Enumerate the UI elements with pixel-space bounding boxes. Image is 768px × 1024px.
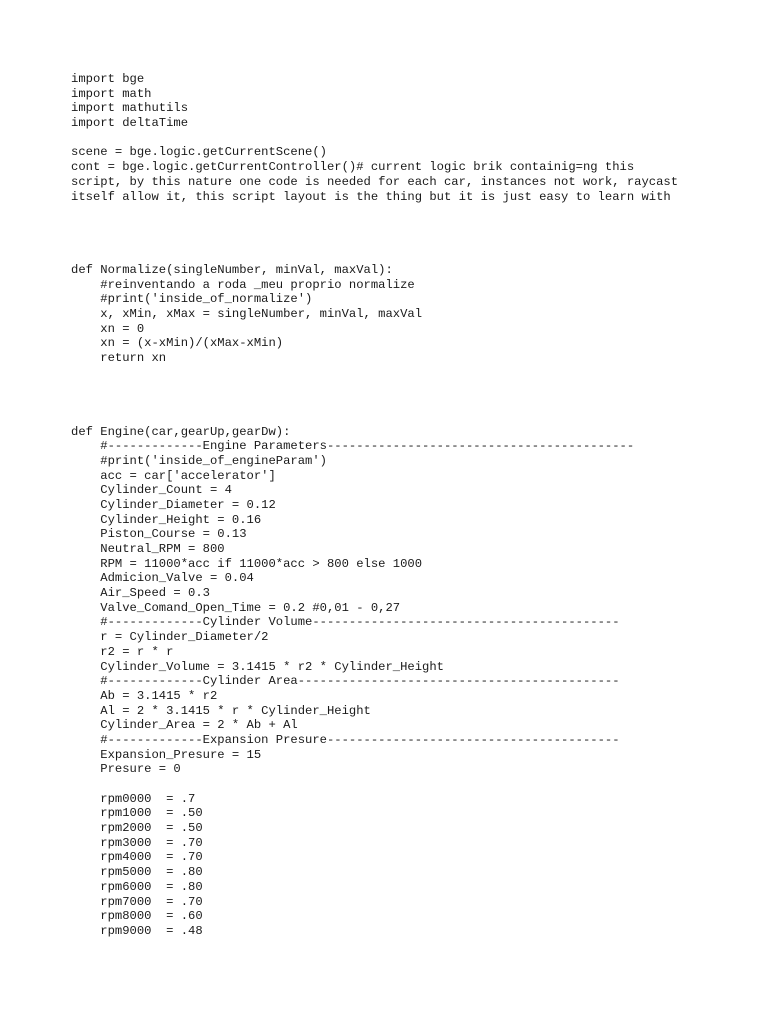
code-line xyxy=(71,380,751,395)
code-line: import math xyxy=(71,86,152,101)
code-line xyxy=(71,248,751,263)
code-line: #print('inside_of_normalize') xyxy=(71,292,313,307)
code-line: rpm6000 = .80 xyxy=(71,879,203,894)
code-line: r = Cylinder_Diameter/2 xyxy=(71,630,269,645)
code-line: Valve_Comand_Open_Time = 0.2 #0,01 - 0,27 xyxy=(71,600,401,615)
code-line xyxy=(71,131,751,146)
code-line xyxy=(71,234,751,249)
code-line: import bge xyxy=(71,72,145,86)
code-line: rpm0000 = .7 xyxy=(71,791,196,806)
code-line: Neutral_RPM = 800 xyxy=(71,542,225,556)
code-line: Cylinder_Area = 2 * Ab + Al xyxy=(71,718,298,733)
code-line: Cylinder_Volume = 3.1415 * r2 * Cylinder_Height xyxy=(71,659,444,674)
code-line: def Engine(car,gearUp,gearDw): xyxy=(71,424,291,439)
code-line: RPM = 11000*acc if 11000*acc > 800 else 1000 xyxy=(71,556,423,571)
code-line: script, by this nature one code is needed for each car, instances not work, raycast xyxy=(71,174,679,189)
code-line: Expansion_Presure = 15 xyxy=(71,747,262,762)
code-line: x, xMin, xMax = singleNumber, minVal, maxVal xyxy=(71,307,423,321)
code-line: return xn xyxy=(71,351,167,366)
code-line: import deltaTime xyxy=(71,116,189,131)
code-line: rpm8000 = .60 xyxy=(71,909,203,924)
code-line: rpm2000 = .50 xyxy=(71,821,203,836)
code-line: rpm4000 = .70 xyxy=(71,850,203,865)
code-line xyxy=(71,366,751,381)
code-line: Admicion_Valve = 0.04 xyxy=(71,571,254,586)
code-line: rpm9000 = .48 xyxy=(71,923,203,938)
code-line: Cylinder_Count = 4 xyxy=(71,483,232,498)
code-line: #-------------Expansion Presure---------------------------------------- xyxy=(71,732,620,747)
code-line: Cylinder_Diameter = 0.12 xyxy=(71,497,276,512)
code-line: xn = 0 xyxy=(71,321,145,336)
code-line: #-------------Engine Parameters------------------------------------------ xyxy=(71,439,635,454)
code-line: cont = bge.logic.getCurrentController()# current logic brik containig=ng this xyxy=(71,160,635,175)
code-line: Cylinder_Height = 0.16 xyxy=(71,512,262,527)
code-line: Ab = 3.1415 * r2 xyxy=(71,688,218,703)
code-line: def Normalize(singleNumber, minVal, maxVal): xyxy=(71,262,393,277)
code-line: Air_Speed = 0.3 xyxy=(71,586,210,601)
code-line: rpm7000 = .70 xyxy=(71,894,203,909)
code-line: #print('inside_of_engineParam') xyxy=(71,453,327,468)
code-line xyxy=(71,204,751,219)
code-line xyxy=(71,219,751,234)
code-line: Al = 2 * 3.1415 * r * Cylinder_Height xyxy=(71,703,371,718)
code-line: rpm5000 = .80 xyxy=(71,865,203,880)
code-line: Piston_Course = 0.13 xyxy=(71,527,247,542)
code-line: r2 = r * r xyxy=(71,644,174,659)
code-line: #reinventando a roda _meu proprio normalize xyxy=(71,277,415,292)
code-line: rpm1000 = .50 xyxy=(71,806,203,821)
code-line: acc = car['accelerator'] xyxy=(71,468,276,483)
code-block xyxy=(71,72,751,939)
code-line: #-------------Cylinder Volume------------------------------------------ xyxy=(71,615,620,630)
code-line: import mathutils xyxy=(71,101,189,116)
code-line xyxy=(71,777,751,792)
code-line: Presure = 0 xyxy=(71,762,181,777)
code-line: xn = (x-xMin)/(xMax-xMin) xyxy=(71,336,284,351)
code-line: rpm3000 = .70 xyxy=(71,835,203,850)
code-line: scene = bge.logic.getCurrentScene() xyxy=(71,145,327,160)
code-line: itself allow it, this script layout is the thing but it is just easy to learn with xyxy=(71,189,671,204)
code-line: #-------------Cylinder Area-------------------------------------------- xyxy=(71,674,620,689)
code-line xyxy=(71,395,751,410)
code-line xyxy=(71,410,751,425)
